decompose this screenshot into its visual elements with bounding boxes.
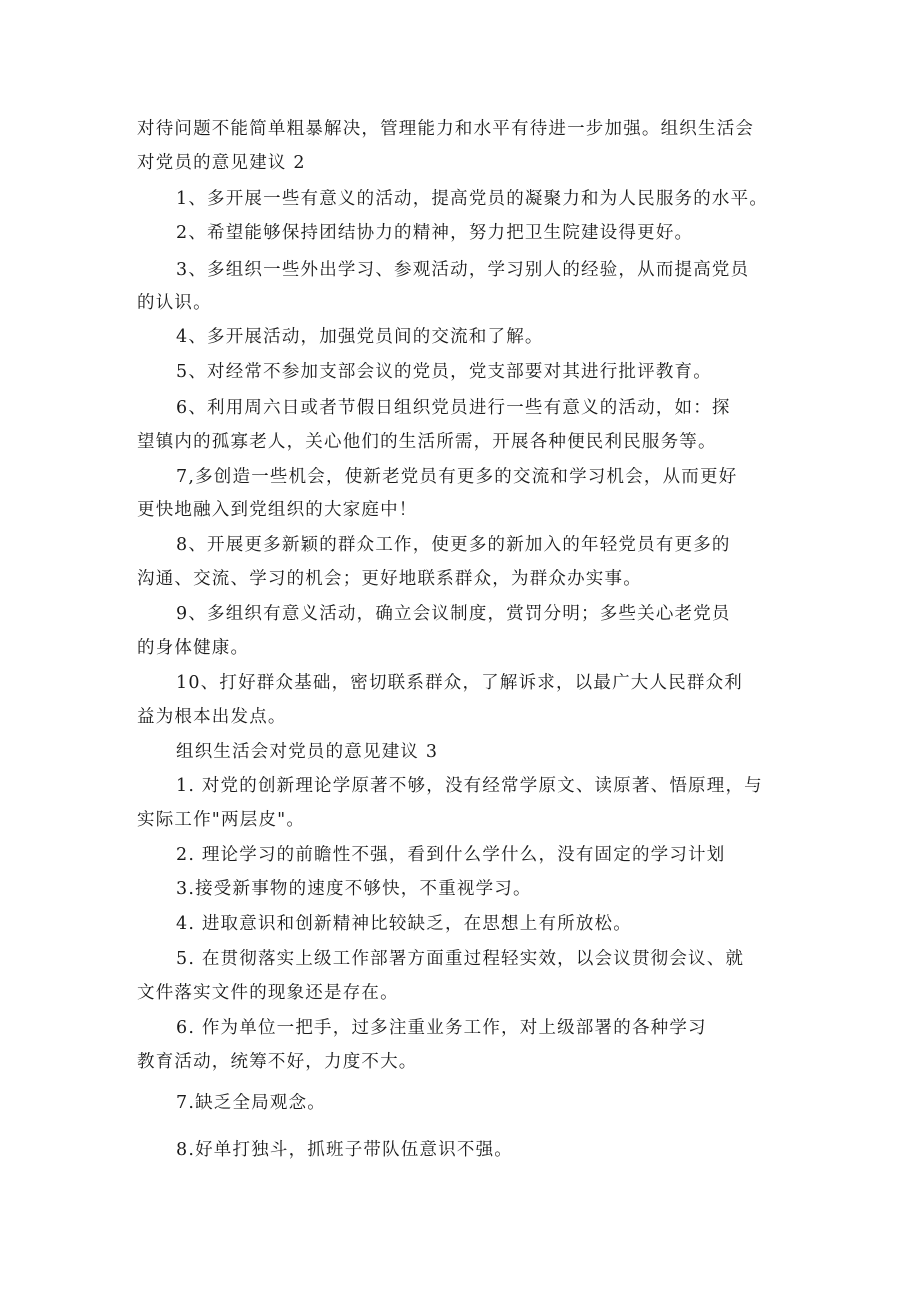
list-item: 10、打好群众基础，密切联系群众，了解诉求，以最广大人民群众利 — [176, 673, 743, 693]
list-item: 1、多开展一些有意义的活动，提高党员的凝聚力和为人民服务的水平。 — [176, 189, 769, 209]
list-item: 8、开展更多新颖的群众工作，使更多的新加入的年轻党员有更多的 — [176, 535, 731, 555]
list-item: 7,多创造一些机会，使新老党员有更多的交流和学习机会，从而更好 — [176, 467, 738, 487]
list-item-continuation: 的身体健康。 — [137, 638, 250, 658]
list-item: 9、多组织有意义活动，确立会议制度，赏罚分明；多些关心老党员 — [176, 604, 731, 624]
list-item: 6. 作为单位一把手，过多注重业务工作，对上级部署的各种学习 — [176, 1018, 707, 1038]
list-item-continuation: 教育活动，统筹不好，力度不大。 — [137, 1052, 418, 1072]
list-item-continuation: 望镇内的孤寡老人，关心他们的生活所需，开展各种便民利民服务等。 — [137, 432, 717, 452]
list-item: 3.接受新事物的速度不够快，不重视学习。 — [176, 879, 532, 899]
list-item-continuation: 益为根本出发点。 — [137, 707, 287, 727]
list-item-continuation: 文件落实文件的现象还是存在。 — [137, 983, 399, 1003]
list-item: 6、利用周六日或者节假日组织党员进行一些有意义的活动，如：探 — [176, 398, 731, 418]
list-item: 5. 在贯彻落实上级工作部署方面重过程轻实效，以会议贯彻会议、就 — [176, 949, 745, 969]
list-item-continuation: 的认识。 — [137, 293, 212, 313]
section-2-title: 对党员的意见建议 2 — [137, 153, 306, 173]
list-item: 3、多组织一些外出学习、参观活动，学习别人的经验，从而提高党员 — [176, 260, 750, 280]
intro-line: 对待问题不能简单粗暴解决，管理能力和水平有待进一步加强。组织生活会 — [137, 119, 755, 139]
list-item-continuation: 沟通、交流、学习的机会；更好地联系群众，为群众办实事。 — [137, 569, 642, 589]
list-item: 1. 对党的创新理论学原著不够，没有经常学原文、读原著、悟原理，与 — [176, 776, 763, 796]
list-item: 7.缺乏全局观念。 — [176, 1093, 326, 1113]
section-3-title: 组织生活会对党员的意见建议 3 — [176, 742, 439, 762]
list-item: 2、希望能够保持团结协力的精神，努力把卫生院建设得更好。 — [176, 223, 694, 243]
list-item: 2. 理论学习的前瞻性不强，看到什么学什么，没有固定的学习计划 — [176, 845, 726, 865]
list-item: 8.好单打独斗，抓班子带队伍意识不强。 — [176, 1140, 513, 1160]
list-item: 4、多开展活动，加强党员间的交流和了解。 — [176, 327, 544, 347]
list-item: 4. 进取意识和创新精神比较缺乏，在思想上有所放松。 — [176, 914, 632, 934]
list-item-continuation: 更快地融入到党组织的大家庭中！ — [137, 500, 418, 520]
list-item: 5、对经常不参加支部会议的党员，党支部要对其进行批评教育。 — [176, 362, 712, 382]
list-item-continuation: 实际工作"两层皮"。 — [137, 810, 306, 830]
